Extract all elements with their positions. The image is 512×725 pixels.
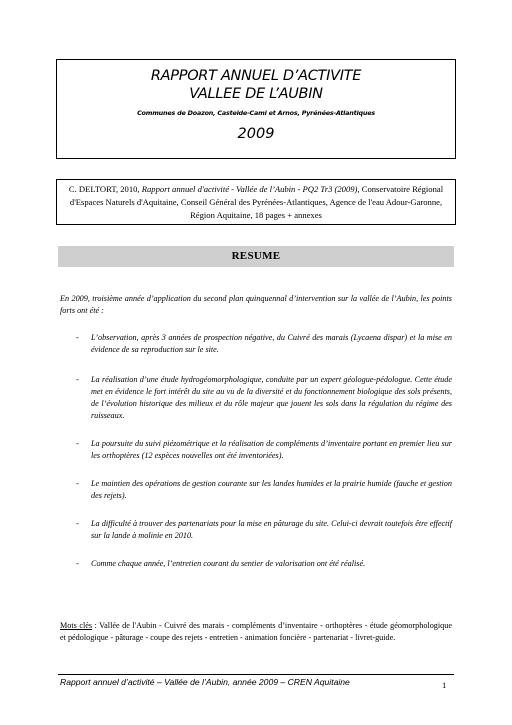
list-item	[60, 374, 452, 422]
list-item	[60, 518, 452, 542]
title-box	[56, 59, 456, 159]
keywords-paragraph	[60, 620, 452, 644]
resume-heading: RESUME	[58, 246, 454, 267]
list-item	[60, 558, 452, 570]
bullet-dash: -	[76, 333, 79, 342]
list-item-text: Le maintien des opérations de gestion courante sur les landes humides et la prairie humide (fauche et gestion des rejets).	[91, 479, 452, 500]
list-item	[60, 332, 452, 356]
citation-author: C. DELTORT, 2010,	[68, 184, 142, 194]
citation-rest: , Conservatoire Régional d'Espaces Naturels d'Aquitaine, Conseil Général des Pyrénées-Atlantiques, Agence de l'eau Adour-Garonne, Région Aquitaine, 18 pages + annexes	[69, 184, 444, 220]
communes-line: Communes de Doazon, Casteide-Cami et Arnos, Pyrénées-Atlantiques	[137, 109, 375, 117]
bullet-dash: -	[76, 559, 79, 568]
site-title: VALLEE DE L’AUBIN	[189, 86, 323, 102]
list-item-text: La poursuite du suivi piézométrique et la réalisation de compléments d’inventaire portant en premier lieu sur les orthoptères (12 espèces nouvelles ont été inventoriées).	[91, 439, 452, 460]
keywords-text: : Vallée de l'Aubin - Cuivré des marais - compléments d’inventaire - orthoptères - étude géomorphologique et pédologique - pâturage - coupe des rejets - entretien - animation foncière - partenariat - livret-guide.	[60, 621, 452, 642]
list-item-text: Comme chaque année, l’entretien courant du sentier de valorisation ont été réalisé.	[91, 559, 366, 568]
intro-paragraph: En 2009, troisième année d’application du second plan quinquennal d’intervention sur la vallée de l’Aubin, les points forts ont été :	[60, 294, 452, 315]
bullet-dash: -	[76, 479, 79, 488]
page-number: 1	[442, 680, 447, 690]
bullet-dash: -	[76, 519, 79, 528]
keywords-label: Mots clés	[60, 621, 93, 630]
footer-divider	[58, 674, 454, 675]
report-title: RAPPORT ANNUEL D’ACTIVITE	[150, 68, 362, 84]
list-item-text: La réalisation d’une étude hydrogéomorphologique, conduite par un expert géologue-pédologue. Cette étude met en évidence le fort intérêt du site au vu de la diversité et du fonctionnement biologique des sols présents, de l’évolution historique des milieux et du rôle majeur que jouent les sols dans la régulation du régime des ruisseaux.	[91, 375, 452, 420]
list-item	[60, 438, 452, 462]
footer-text: Rapport annuel d’activité – Vallée de l’Aubin, année 2009 – CREN Aquitaine	[60, 677, 350, 687]
citation-box	[56, 179, 456, 225]
bullet-dash: -	[76, 439, 79, 448]
list-item	[60, 478, 452, 502]
bullet-dash: -	[76, 375, 79, 384]
report-year: 2009	[237, 126, 275, 142]
list-item-text: L’observation, après 3 années de prospection négative, du Cuivré des marais (Lycaena dispar) et la mise en évidence de sa reproduction sur le site.	[91, 333, 452, 354]
list-item-text: La difficulté à trouver des partenariats pour la mise en pâturage du site. Celui-ci devrait toutefois être effectif sur la lande à molinie en 2010.	[91, 519, 452, 540]
citation-title: Rapport annuel d'activité - Vallée de l’Aubin - PQ2 Tr3 (2009)	[141, 184, 358, 194]
